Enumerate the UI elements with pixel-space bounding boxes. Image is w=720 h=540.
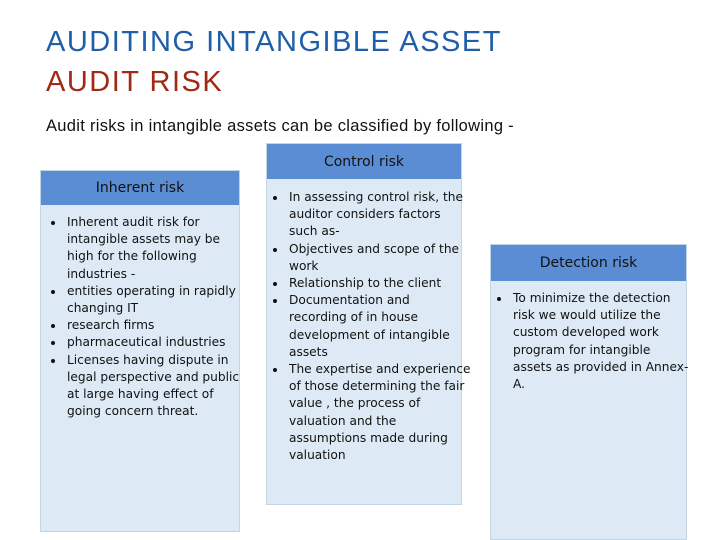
inherent-risk-heading: Inherent risk <box>41 171 239 205</box>
list-item: • The expertise and experience of those determining the fair value , the process of valuation and the assumptions made during valuation <box>287 361 471 464</box>
list-item: • pharmaceutical industries <box>65 334 245 351</box>
list-item: • Documentation and recording of in house development of intangible assets <box>287 292 471 361</box>
list-item: • Licenses having dispute in legal perspective and public at large having effect of going concern threat. <box>65 352 245 421</box>
detection-risk-list <box>493 290 693 393</box>
control-risk-column <box>266 143 471 505</box>
inherent-risk-list <box>47 214 245 420</box>
list-item: • Objectives and scope of the work <box>287 241 471 275</box>
detection-risk-heading: Detection risk <box>491 245 686 281</box>
list-item: • In assessing control risk, the auditor considers factors such as- <box>287 189 471 241</box>
detection-risk-column <box>490 244 687 540</box>
list-item: • entities operating in rapidly changing IT <box>65 283 245 317</box>
list-item: • To minimize the detection risk we would utilize the custom developed work program for intangible assets as provided in Annex-A. <box>511 290 693 393</box>
list-item: • research firms <box>65 317 245 334</box>
list-item: • Inherent audit risk for intangible assets may be high for the following industries - <box>65 214 245 283</box>
title-line-1: AUDITING INTANGIBLE ASSET <box>46 26 502 58</box>
list-item: • Relationship to the client <box>287 275 471 292</box>
title-line-2: AUDIT RISK <box>46 66 224 98</box>
control-risk-list <box>269 189 471 464</box>
subtitle: Audit risks in intangible assets can be classified by following - <box>46 117 514 135</box>
control-risk-heading: Control risk <box>267 144 461 179</box>
inherent-risk-column <box>40 170 240 532</box>
